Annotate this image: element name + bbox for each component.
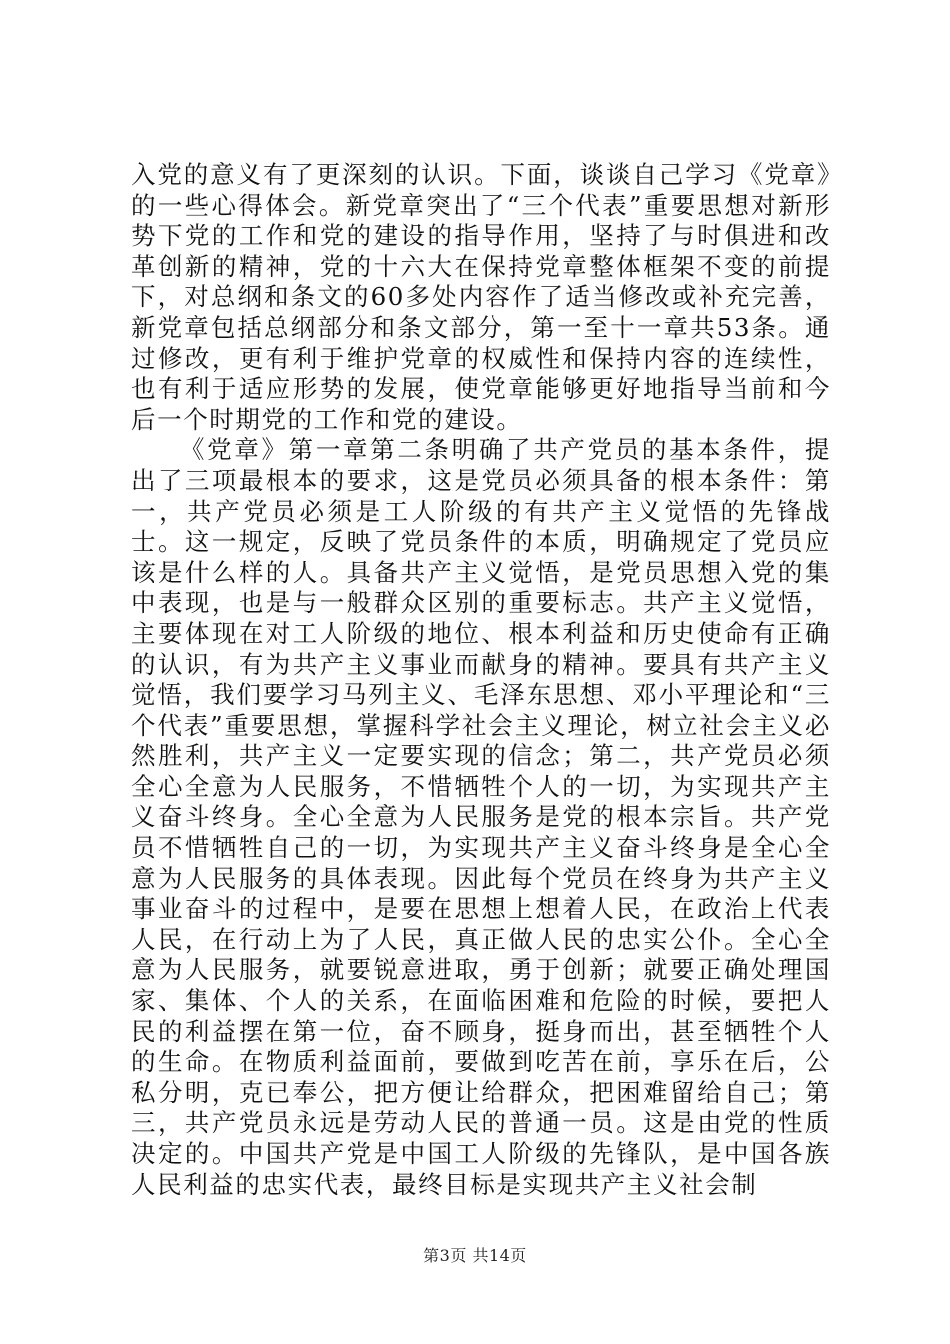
page-number-footer: 第3页 共14页 xyxy=(423,1246,527,1265)
document-body xyxy=(131,160,831,1200)
paragraph-2: 《党章》第一章第二条明确了共产党员的基本条件，提出了三项最根本的要求，这是党员必须具备的根本条件：第一，共产党员必须是工人阶级的有共产主义觉悟的先锋战士。这一规定，反映了党员条件的本质，明确规定了党员应该是什么样的人。具备共产主义觉悟，是党员思想入党的集中表现，也是与一般群众区别的重要标志。共产主义觉悟，主要体现在对工人阶级的地位、根本利益和历史使命有正确的认识，有为共产主义事业而献身的精神。要具有共产主义觉悟，我们要学习马列主义、毛泽东思想、邓小平理论和“三个代表”重要思想，掌握科学社会主义理论，树立社会主义必然胜利，共产主义一定要实现的信念；第二，共产党员必须全心全意为人民服务，不惜牺牲个人的一切，为实现共产主义奋斗终身。全心全意为人民服务是党的根本宗旨。共产党员不惜牺牲自己的一切，为实现共产主义奋斗终身是全心全意为人民服务的具体表现。因此每个党员在终身为共产主义事业奋斗的过程中，是要在思想上想着人民，在政治上代表人民，在行动上为了人民，真正做人民的忠实公仆。全心全意为人民服务，就要锐意进取，勇于创新；就要正确处理国家、集体、个人的关系，在面临困难和危险的时候，要把人民的利益摆在第一位，奋不顾身，挺身而出，甚至牺牲个人的生命。在物质利益面前，要做到吃苦在前，享乐在后，公私分明，克已奉公，把方便让给群众，把困难留给自己；第三，共产党员永远是劳动人民的普通一员。这是由党的性质决定的。中国共产党是中国工人阶级的先锋队，是中国各族人民利益的忠实代表，最终目标是实现共产主义社会制 xyxy=(131,435,831,1199)
paragraph-1: 入党的意义有了更深刻的认识。下面，谈谈自己学习《党章》的一些心得体会。新党章突出了“三个代表”重要思想对新形势下党的工作和党的建设的指导作用，坚持了与时俱进和改革创新的精神，党的十六大在保持党章整体框架不变的前提下，对总纲和条文的60多处内容作了适当修改或补充完善，新党章包括总纲部分和条文部分，第一至十一章共53条。通过修改，更有利于维护党章的权威性和保持内容的连续性，也有利于适应形势的发展，使党章能够更好地指导当前和今后一个时期党的工作和党的建设。 xyxy=(131,160,831,434)
